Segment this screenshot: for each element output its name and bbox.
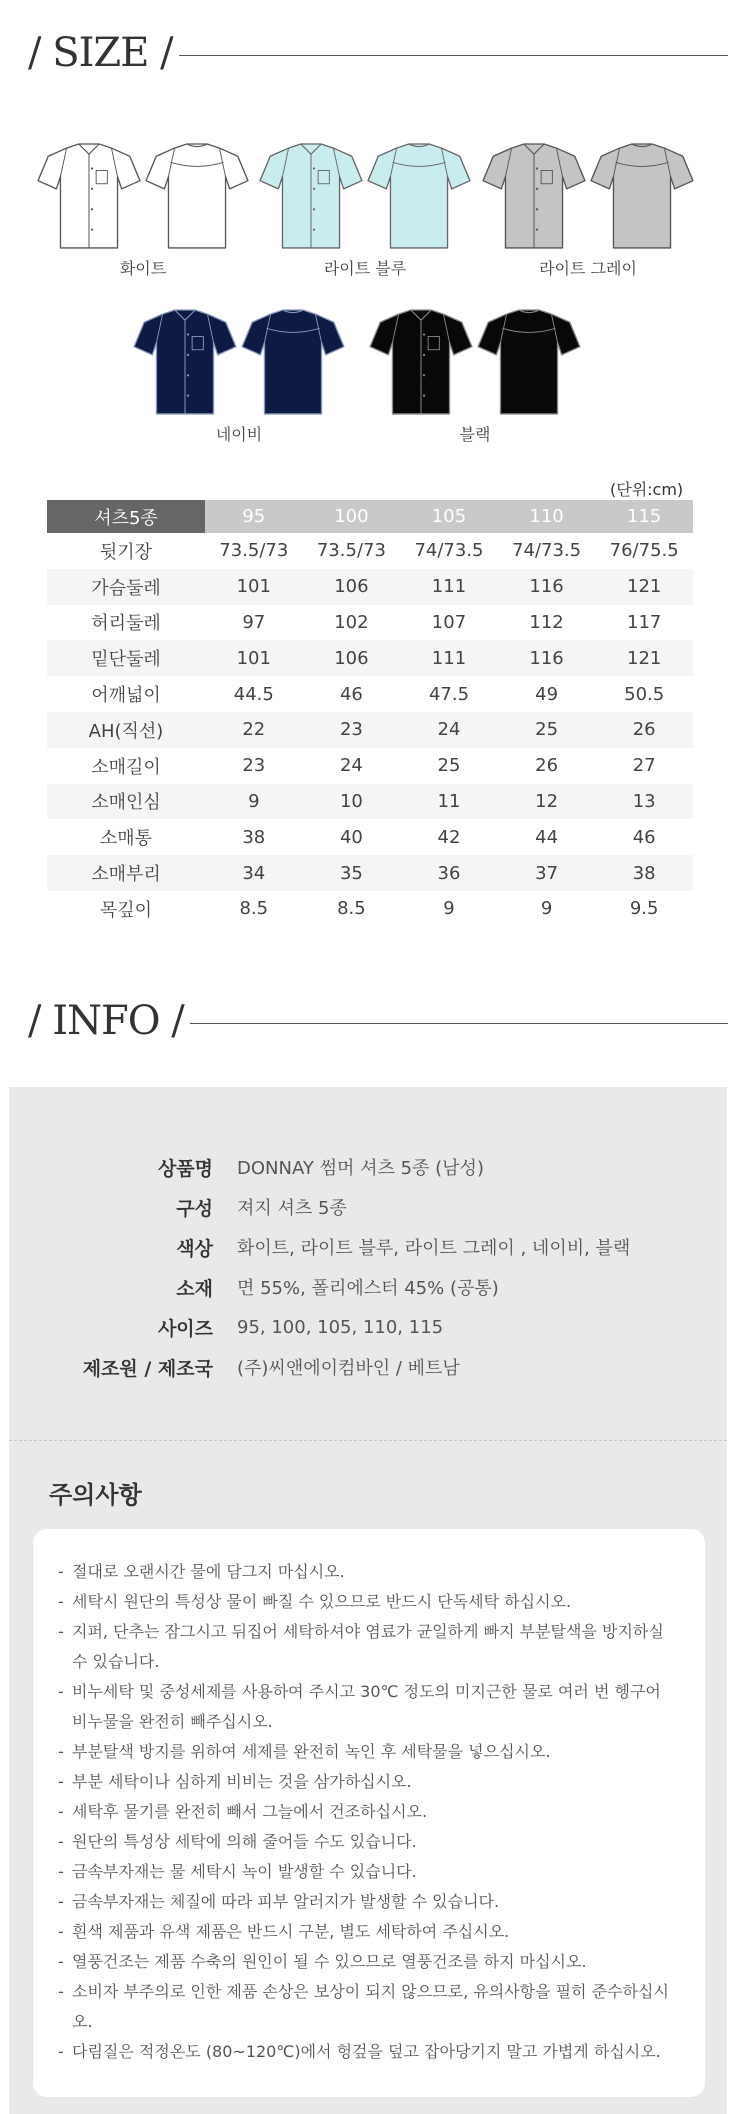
measurement-value: 101 — [205, 569, 303, 605]
measurement-value: 49 — [535, 683, 559, 705]
notice-item: - 세탁시 원단의 특성상 물이 빠질 수 있으므로 반드시 단독세탁 하십시오. — [58, 1587, 681, 1617]
measurement-value: 121 — [595, 569, 693, 605]
measurement-value: 73.5/73 — [316, 540, 386, 562]
size-title: / SIZE / — [28, 30, 173, 76]
shirt-back-icon — [476, 304, 582, 422]
measurement-value: 74/73.5 — [512, 540, 582, 562]
measurement-value: 97 — [242, 611, 266, 633]
size-table-row — [47, 891, 693, 927]
measurement-value: 46 — [632, 826, 656, 848]
dashed-divider — [9, 1440, 727, 1441]
measurement-label: 소매통 — [99, 828, 153, 850]
color-label: 네이비 — [215, 425, 263, 444]
measurement-label: 소매길이 — [91, 756, 161, 778]
shirt-pair — [258, 138, 472, 256]
notice-item: - 비누세탁 및 중성세제를 사용하여 주시고 30℃ 정도의 미지근한 물로 여러 번 헹구어 비누물을 완전히 빼주십시오. — [58, 1677, 681, 1737]
info-row — [9, 1227, 727, 1267]
measurement-value: 74/73.5 — [414, 540, 484, 562]
notice-item: - 다림질은 적정온도 (80~120℃)에서 헝겊을 덮고 잡아당기지 말고 가볍게 하십시오. — [58, 2037, 681, 2067]
notice-card — [33, 1529, 705, 2097]
header-size: 105 — [400, 500, 498, 533]
measurement-value: 9 — [443, 898, 455, 920]
shirt-pair — [481, 138, 695, 256]
notice-item: - 소비자 부주의로 인한 제품 손상은 보상이 되지 않으므로, 유의사항을 필히 준수하십시오. — [58, 1977, 681, 2037]
measurement-value: 37 — [498, 855, 596, 891]
measurement-value: 38 — [242, 826, 266, 848]
size-table-row — [47, 712, 693, 748]
info-value: 95, 100, 105, 110, 115 — [237, 1316, 444, 1338]
shirt-front-icon — [36, 138, 142, 256]
measurement-value: 46 — [339, 683, 363, 705]
measurement-value: 47.5 — [428, 683, 470, 705]
measurement-value: 12 — [498, 784, 596, 820]
info-key: 구성 — [176, 1197, 213, 1220]
shirt-pair — [36, 138, 250, 256]
color-swatch-white — [36, 138, 250, 279]
measurement-value: 116 — [498, 569, 596, 605]
info-title: / INFO / — [28, 998, 184, 1044]
measurement-value: 23 — [303, 712, 401, 748]
shirt-front-icon — [368, 304, 474, 422]
header-size: 100 — [303, 500, 401, 533]
measurement-label: 소매인심 — [47, 784, 205, 820]
measurement-value: 44.5 — [233, 683, 274, 705]
color-label: 화이트 — [119, 259, 167, 278]
notice-item: - 금속부자재는 물 세탁시 녹이 발생할 수 있습니다. — [58, 1857, 681, 1887]
color-swatch-light-blue — [258, 138, 472, 279]
size-table-row — [47, 533, 693, 569]
info-row — [9, 1347, 727, 1387]
unit-label: (단위:cm) — [610, 480, 684, 499]
measurement-value: 23 — [242, 755, 266, 777]
measurement-label: 밑단둘레 — [47, 640, 205, 676]
notice-item: - 지퍼, 단추는 잠그시고 뒤집어 세탁하셔야 염료가 균일하게 빠지 부분탈색을 방지하실 수 있습니다. — [58, 1617, 681, 1677]
header-size: 115 — [595, 500, 693, 533]
size-table-header — [47, 500, 693, 533]
measurement-label: 허리둘레 — [91, 613, 161, 635]
notice-item: - 부분 세탁이나 심하게 비비는 것을 삼가하십시오. — [58, 1767, 681, 1797]
notice-item: - 원단의 특성상 세탁에 의해 줄어들 수도 있습니다. — [58, 1827, 681, 1857]
measurement-value: 112 — [529, 611, 564, 633]
notice-item: - 절대로 오랜시간 물에 담그지 마십시오. — [58, 1557, 681, 1587]
measurement-value: 73.5/73 — [219, 540, 289, 562]
measurement-value: 40 — [339, 826, 363, 848]
size-table-row — [47, 819, 693, 855]
size-table — [47, 500, 693, 927]
shirt-front-icon — [258, 138, 364, 256]
shirt-back-icon — [589, 138, 695, 256]
color-label: 라이트 그레이 — [539, 259, 637, 278]
measurement-value: 107 — [431, 611, 467, 633]
color-label: 블랙 — [459, 425, 491, 444]
size-table-row — [47, 784, 693, 820]
measurement-value: 34 — [205, 855, 303, 891]
measurement-value: 24 — [400, 712, 498, 748]
measurement-value: 27 — [632, 755, 656, 777]
size-table-row — [47, 569, 693, 605]
measurement-value: 9.5 — [629, 898, 659, 920]
info-section-header — [28, 996, 728, 1046]
size-table-body — [47, 533, 693, 927]
shirt-pair — [132, 304, 346, 422]
shirt-pair — [368, 304, 582, 422]
notice-title: 주의사항 — [49, 1481, 142, 1509]
size-table-row — [47, 855, 693, 891]
header-product: 셔츠5종 — [47, 500, 205, 533]
measurement-value: 9 — [205, 784, 303, 820]
notice-item: - 세탁후 물기를 완전히 빼서 그늘에서 건조하십시오. — [58, 1797, 681, 1827]
measurement-value: 8.5 — [337, 898, 366, 920]
info-row — [9, 1267, 727, 1307]
info-key: 색상 — [176, 1237, 213, 1260]
color-swatch-light-gray — [481, 138, 695, 279]
measurement-label: 소매부리 — [47, 855, 205, 891]
measurement-value: 9 — [540, 898, 553, 920]
size-table-row — [47, 748, 693, 784]
measurement-value: 11 — [400, 784, 498, 820]
measurement-value: 35 — [303, 855, 401, 891]
measurement-value: 111 — [400, 640, 498, 676]
measurement-value: 36 — [400, 855, 498, 891]
measurement-value: 106 — [303, 569, 401, 605]
shirt-front-icon — [132, 304, 238, 422]
measurement-value: 25 — [498, 712, 596, 748]
product-info-list — [9, 1147, 727, 1387]
measurement-value: 116 — [498, 640, 596, 676]
info-row — [9, 1147, 727, 1187]
color-swatch-navy — [132, 304, 346, 445]
measurement-value: 76/75.5 — [609, 540, 679, 562]
measurement-value: 22 — [205, 712, 303, 748]
header-size: 110 — [498, 500, 596, 533]
info-value: 화이트, 라이트 블루, 라이트 그레이 , 네이비, 블랙 — [237, 1238, 631, 1259]
info-key: 상품명 — [157, 1157, 213, 1180]
info-key: 소재 — [176, 1277, 213, 1300]
notice-item: - 흰색 제품과 유색 제품은 반드시 구분, 별도 세탁하여 주십시오. — [58, 1917, 681, 1947]
info-value: DONNAY 썸머 셔츠 5종 (남성) — [237, 1158, 484, 1179]
measurement-label: 가슴둘레 — [47, 569, 205, 605]
measurement-value: 111 — [400, 569, 498, 605]
size-section-header — [28, 28, 728, 78]
measurement-value: 26 — [595, 712, 693, 748]
info-value: 져지 셔츠 5종 — [237, 1198, 347, 1219]
measurement-value: 26 — [535, 755, 559, 777]
shirt-back-icon — [240, 304, 346, 422]
measurement-label: 어깨넓이 — [91, 685, 161, 707]
notice-item: - 열풍건조는 제품 수축의 원인이 될 수 있으므로 열풍건조를 하지 마십시오. — [58, 1947, 681, 1977]
color-label: 라이트 블루 — [323, 259, 407, 278]
measurement-value: 25 — [437, 755, 461, 777]
shirt-back-icon — [366, 138, 472, 256]
measurement-value: 101 — [205, 640, 303, 676]
measurement-value: 102 — [334, 611, 369, 633]
measurement-value: 106 — [303, 640, 401, 676]
notice-item: - 부분탈색 방지를 위하여 세제를 완전히 녹인 후 세탁물을 넣으십시오. — [58, 1737, 681, 1767]
measurement-value: 42 — [437, 826, 461, 848]
measurement-value: 50.5 — [624, 683, 665, 705]
info-row — [9, 1187, 727, 1227]
info-row — [9, 1307, 727, 1347]
size-table-row — [47, 640, 693, 676]
measurement-label: 목깊이 — [99, 899, 153, 921]
shirt-front-icon — [481, 138, 587, 256]
shirt-back-icon — [144, 138, 250, 256]
header-size: 95 — [205, 500, 303, 533]
measurement-value: 13 — [595, 784, 693, 820]
info-value: 면 55%, 폴리에스터 45% (공통) — [237, 1278, 499, 1299]
measurement-value: 121 — [595, 640, 693, 676]
title-rule — [179, 55, 728, 56]
color-swatch-black — [368, 304, 582, 445]
measurement-value: 38 — [595, 855, 693, 891]
measurement-value: 8.5 — [239, 898, 269, 920]
measurement-label: AH(직선) — [47, 712, 205, 748]
notice-item: - 금속부자재는 체질에 따라 피부 알러지가 발생할 수 있습니다. — [58, 1887, 681, 1917]
info-value: (주)씨앤에이컴바인 / 베트남 — [237, 1358, 460, 1379]
title-rule — [190, 1023, 728, 1024]
measurement-value: 10 — [303, 784, 401, 820]
measurement-value: 44 — [535, 826, 559, 848]
size-table-row — [47, 605, 693, 641]
info-panel — [9, 1087, 727, 2114]
size-table-row — [47, 676, 693, 712]
measurement-value: 24 — [339, 755, 363, 777]
info-key: 사이즈 — [157, 1317, 213, 1340]
measurement-label: 뒷기장 — [99, 541, 153, 563]
info-key: 제조원 / 제조국 — [82, 1357, 213, 1380]
measurement-value: 117 — [627, 611, 662, 633]
